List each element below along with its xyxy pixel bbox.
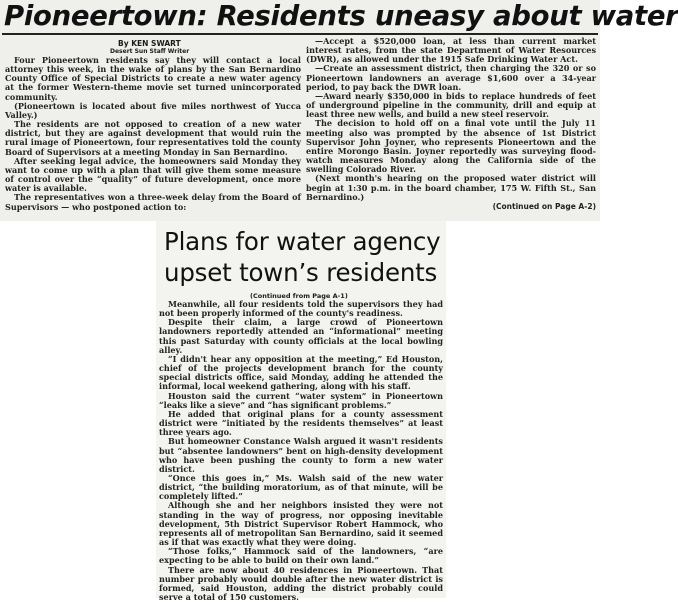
paragraph: —Award nearly $350,000 in bids to replace hundreds of feet of underground pipeline in the community, drill and equip at least three new wells, and build a new steel reservoir.	[306, 90, 596, 120]
paragraph: Four Pioneertown residents say they will contact a local attorney this week, in the wake of plans by the San Bernardino County Office of Special Districts to create a new water agency at the former Western-theme movie set turned unincorporated community.	[5, 55, 301, 102]
paragraph: The decision to hold off on a final vote until the July 11 meeting also was prompted by the absence of 1st District Supervisor John Joyner, who represents Pioneertown and the entire Morongo Basin. Joyner reportedly was surveying flood-watch measures Monday along the California side of the swelling Colorado River.	[306, 118, 596, 175]
top-left-column	[5, 56, 301, 212]
paragraph: Houston said the current “water system” in Pioneertown “leaks like a sieve” and “has significant problems.”	[159, 390, 443, 410]
paragraph: He added that original plans for a county assessment district were “initiated by the residents themselves” at least three years ago.	[159, 408, 443, 438]
bottom-headline-line: upset town’s residents	[164, 258, 438, 287]
paragraph: But homeowner Constance Walsh argued it wasn't residents but “absentee landowners” bent on high-density development who have been pushing the county to form a new water district.	[159, 436, 443, 474]
byline: By KEN SWART	[118, 39, 181, 48]
paragraph: —Create an assessment district, then charging the 320 or so Pioneertown landowners an average $1,600 over a 34-year period, to pay back the DWR loan.	[306, 63, 596, 92]
paragraph: Despite their claim, a large crowd of Pioneertown landowners reportedly attended an “informational” meeting this past Saturday with county officials at the local bowling alley.	[159, 317, 443, 355]
paragraph: Meanwhile, all four residents told the supervisors they had not been properly informed of the county's readiness.	[159, 299, 443, 319]
paragraph: “Once this goes in,” Ms. Walsh said of the new water district, “the building moratorium, as of that minute, will be completely lifted.”	[159, 472, 443, 502]
bottom-headline-line: Plans for water agency	[164, 227, 441, 256]
paragraph: The residents are not opposed to creation of a new water district, but they are against development that would ruin the rural image of Pioneertown, four representatives told the county Board of Supervisors at a meeting Monday in San Bernardino.	[5, 119, 301, 157]
paragraph: —Accept a $520,000 loan, at less than current market interest rates, from the state Department of Water Resources (DWR), as allowed under the 1915 Safe Drinking Water Act.	[306, 36, 596, 65]
continued-from-label: (Continued from Page A-1)	[250, 292, 348, 300]
paragraph: (Pioneertown is located about five miles northwest of Yucca Valley.)	[5, 100, 301, 120]
top-headline: Pioneertown: Residents uneasy about water	[4, 0, 678, 32]
paragraph: The representatives won a three-week delay from the Board of Supervisors — who postponed action to:	[5, 192, 301, 212]
paragraph: “Those folks,” Hammock said of the landowners, “are expecting to be able to build on their own land.”	[159, 546, 443, 566]
paragraph: “I didn't hear any opposition at the meeting,” Ed Houston, chief of the projects development branch for the county special districts office, said Monday, adding he attended the informal, local weekend gathering, along with his staff.	[159, 353, 443, 392]
paragraph: After seeking legal advice, the homeowners said Monday they want to come up with a plan that will give them some measure of control over the “quality” of future development, once more water is available.	[5, 155, 301, 194]
paragraph: (Next month's hearing on the proposed water district will begin at 1:30 p.m. in the board chamber, 175 W. Fifth St., San Bernardino.)	[306, 173, 596, 202]
continued-on-label: (Continued on Page A-2)	[492, 201, 596, 211]
headline-rule	[2, 33, 598, 35]
bottom-column	[159, 300, 443, 602]
byline-title: Desert Sun Staff Writer	[110, 48, 190, 55]
paragraph: There are now about 40 residences in Pioneertown. That number probably would double after the new water district is formed, said Houston, adding the district probably could serve a total of 150 customers.	[159, 564, 443, 602]
top-right-column	[306, 37, 596, 211]
bottom-headline	[164, 226, 444, 288]
paragraph: Although she and her neighbors insisted they were not standing in the way of progress, nor opposing inevitable development, 5th District Supervisor Robert Hammock, who represents all of metropolitan San Bernardino, said it seemed as if that was exactly what they were doing.	[159, 500, 443, 548]
